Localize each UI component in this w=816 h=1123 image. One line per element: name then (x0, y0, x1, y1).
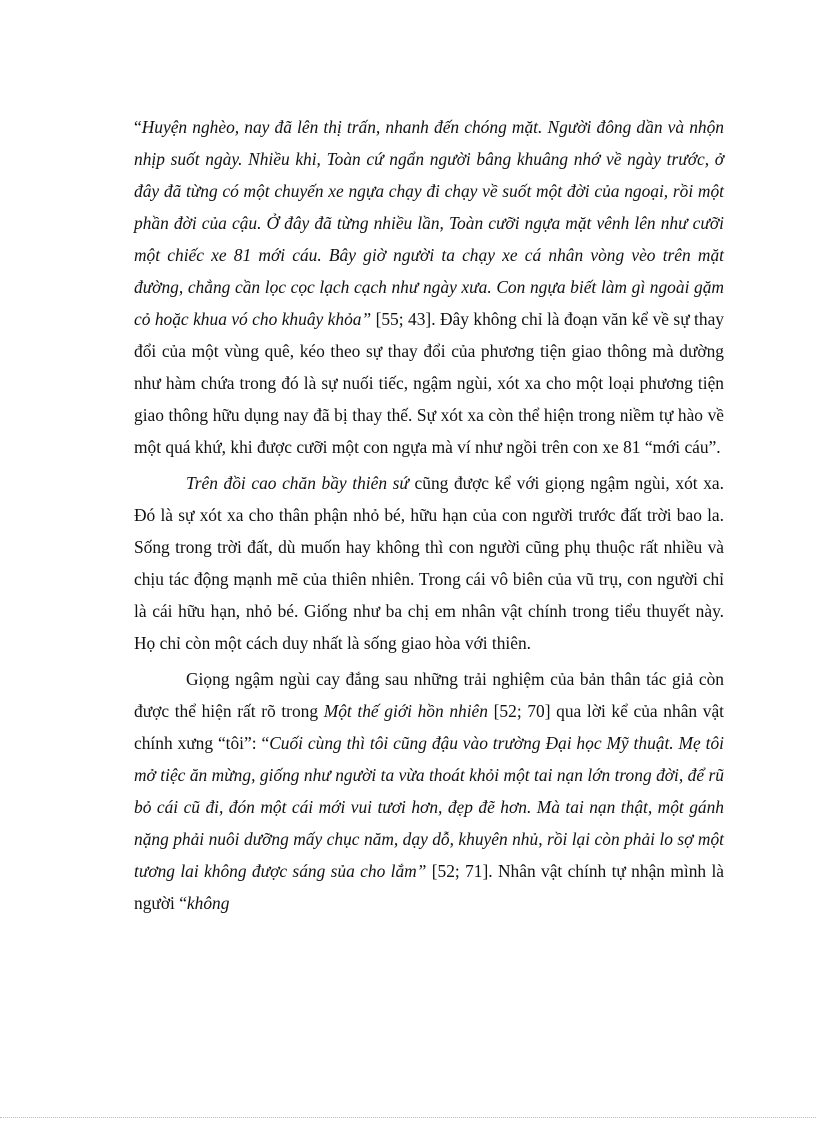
paragraph-1 (134, 111, 724, 463)
text-segment: Giọng ngậm ngùi cay đắng sau những trải nghiệm của bản thân tác giả còn được thể hiện rất rõ trong (134, 669, 724, 721)
text-segment: [52; 71]. Nhân vật chính tự nhận mình là người “ (134, 861, 724, 913)
text-segment: “ (134, 117, 142, 137)
text-segment: [52; 70] qua lời kể của nhân vật chính xưng “tôi”: “ (134, 701, 725, 753)
text-segment: cũng được kể với giọng ngậm ngùi, xót xa. Đó là sự xót xa cho thân phận nhỏ bé, hữu hạn của con người trước đất trời bao la. Sống trong trời đất, dù muốn hay không thì con người cũng phụ thuộc rất nhiều và chịu tác động mạnh mẽ của thiên nhiên. Trong cái vô biên của vũ trụ, con người chỉ là cái hữu hạn, nhỏ bé. Giống như ba chị em nhân vật chính trong tiểu thuyết này. Họ chỉ còn một cách duy nhất là sống giao hòa với thiên. (134, 473, 724, 653)
document-body (134, 111, 724, 923)
quotation-italic: không (186, 893, 230, 913)
book-title-italic: Trên đồi cao chăn bầy thiên sứ (186, 473, 409, 493)
paragraph-2 (134, 467, 724, 659)
quotation-italic: Cuối cùng thì tôi cũng đậu vào trường Đại học Mỹ thuật. Mẹ tôi mở tiệc ăn mừng, giống như người ta vừa thoát khỏi một tai nạn lớn trong đời, để rũ bỏ cái cũ đi, đón một cái mới vui tươi hơn, đẹp đẽ hơn. Mà tai nạn thật, một gánh nặng phải nuôi dưỡng mấy chục năm, dạy dỗ, khuyên nhủ, rồi lại còn phải lo sợ một tương lai không được sáng sủa cho lắm” (134, 733, 724, 881)
quotation-italic: Huyện nghèo, nay đã lên thị trấn, nhanh đến chóng mặt. Người đông dần và nhộn nhịp suốt ngày. Nhiều khi, Toàn cứ ngẩn người bâng khuâng nhớ về ngày trước, ở đây đã từng có một chuyến xe ngựa chạy đi chạy về suốt một đời của ngoại, rồi một phần đời của cậu. Ở đây đã từng nhiều lần, Toàn cưỡi ngựa mặt vênh lên như cưỡi một chiếc xe 81 mới cáu. Bây giờ người ta chạy xe cá nhân vòng vèo trên mặt đường, chẳng cần lọc cọc lạch cạch như ngày xưa. Con ngựa biết làm gì ngoài gặm cỏ hoặc khua vó cho khuây khỏa” (134, 117, 724, 329)
page-bottom-divider (0, 1117, 816, 1118)
text-segment: [55; 43]. Đây không chỉ là đoạn văn kể về sự thay đổi của một vùng quê, kéo theo sự thay đổi của phương tiện giao thông mà dường như hàm chứa trong đó là sự nuối tiếc, ngậm ngùi, xót xa cho một loại phương tiện giao thông hữu dụng nay đã bị thay thế. Sự xót xa còn thể hiện trong niềm tự hào về một quá khứ, khi được cưỡi một con ngựa mà ví như ngồi trên con xe 81 “mới cáu”. (134, 309, 724, 457)
paragraph-3 (134, 663, 724, 919)
book-title-italic: Một thế giới hồn nhiên (323, 701, 488, 721)
